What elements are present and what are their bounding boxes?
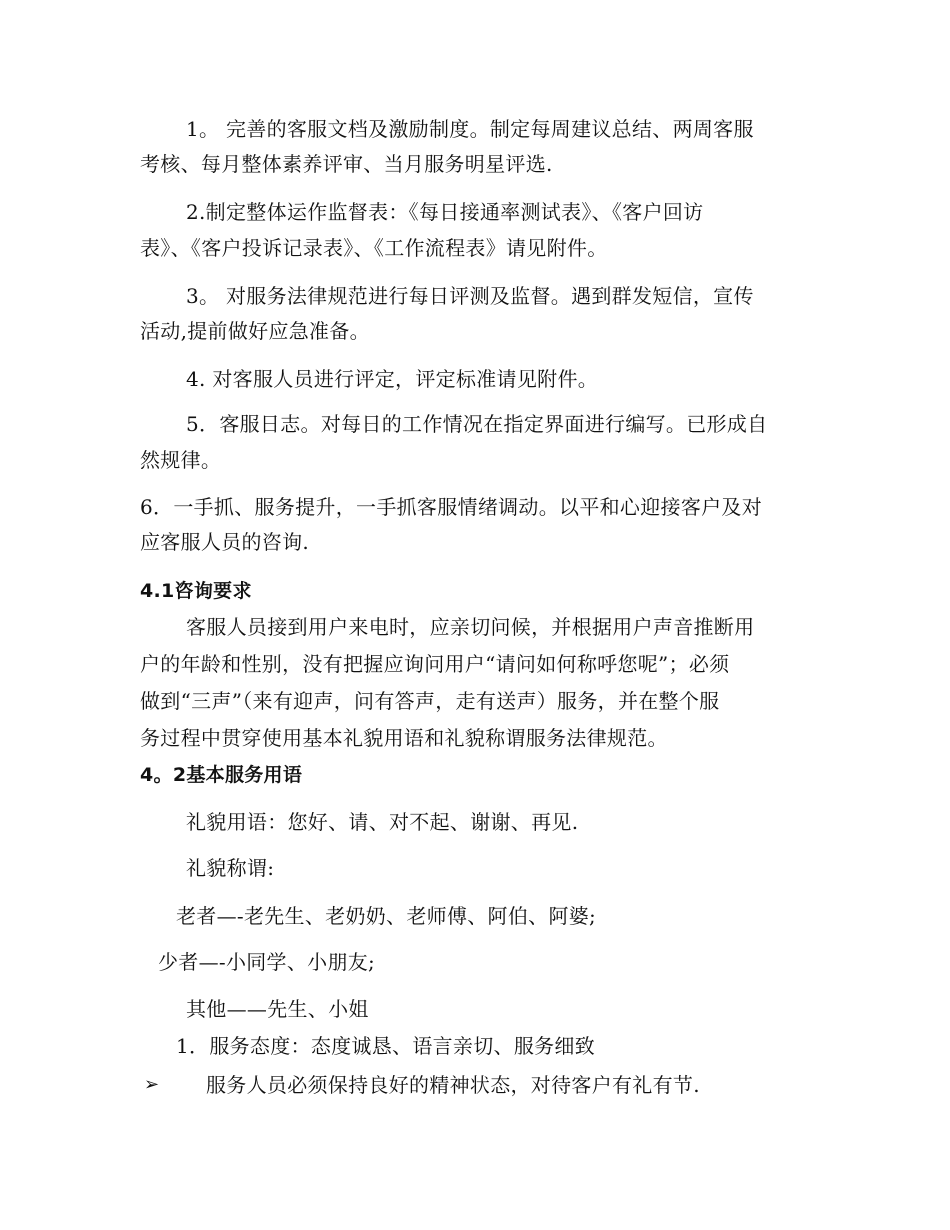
polite-address-elder: 老者—-老先生、老奶奶、老师傅、阿伯、阿婆; xyxy=(176,904,597,928)
arrow-bullet-icon: ➢ xyxy=(144,1074,160,1095)
section-4-1-line-2: 户的年龄和性别，没有把握应询问用户“请问如何称呼您呢”；必须 xyxy=(140,652,730,676)
paragraph-3-line-1: 3。 对服务法律规范进行每日评测及监督。遇到群发短信，宣传 xyxy=(186,284,754,308)
polite-address-young: 少者—-小同学、小朋友; xyxy=(158,950,376,974)
paragraph-2-line-1: 2.制定整体运作监督表：《每日接通率测试表》、《客户回访 xyxy=(186,200,704,224)
paragraph-3-line-2: 活动,提前做好应急准备。 xyxy=(140,319,370,343)
service-attitude: 1．服务态度：态度诚恳、语言亲切、服务细致 xyxy=(176,1034,596,1058)
paragraph-1-line-2: 考核、每月整体素养评审、当月服务明星评选. xyxy=(140,152,553,176)
polite-terms: 礼貌用语：您好、请、对不起、谢谢、再见. xyxy=(186,810,579,834)
paragraph-5-line-2: 然规律。 xyxy=(140,448,222,472)
section-4-1-line-4: 务过程中贯穿使用基本礼貌用语和礼貌称谓服务法律规范。 xyxy=(140,726,668,750)
section-4-2-heading: 4。2基本服务用语 xyxy=(140,764,303,786)
bullet-item-text: 服务人员必须保持良好的精神状态，对待客户有礼有节. xyxy=(206,1073,700,1097)
paragraph-2-line-2: 表》、《客户投诉记录表》、《工作流程表》请见附件。 xyxy=(140,236,608,260)
paragraph-1-line-1: 1。 完善的客服文档及激励制度。制定每周建议总结、两周客服 xyxy=(186,117,754,141)
paragraph-5-line-1: 5．客服日志。对每日的工作情况在指定界面进行编写。已形成自 xyxy=(186,412,768,436)
polite-address-label: 礼貌称谓: xyxy=(186,856,275,880)
polite-address-others: 其他——先生、小姐 xyxy=(186,997,369,1021)
section-4-1-heading: 4.1咨询要求 xyxy=(140,580,252,602)
paragraph-4-line-1: 4. 对客服人员进行评定，评定标准请见附件。 xyxy=(186,367,599,391)
paragraph-6-line-1: 6．一手抓、服务提升，一手抓客服情绪调动。以平和心迎接客户及对 xyxy=(140,495,763,519)
section-4-1-line-3: 做到“三声”（来有迎声，问有答声，走有送声）服务，并在整个服 xyxy=(140,689,720,713)
section-4-1-line-1: 客服人员接到用户来电时，应亲切问候，并根据用户声音推断用 xyxy=(186,615,755,639)
paragraph-6-line-2: 应客服人员的咨询. xyxy=(140,530,310,554)
